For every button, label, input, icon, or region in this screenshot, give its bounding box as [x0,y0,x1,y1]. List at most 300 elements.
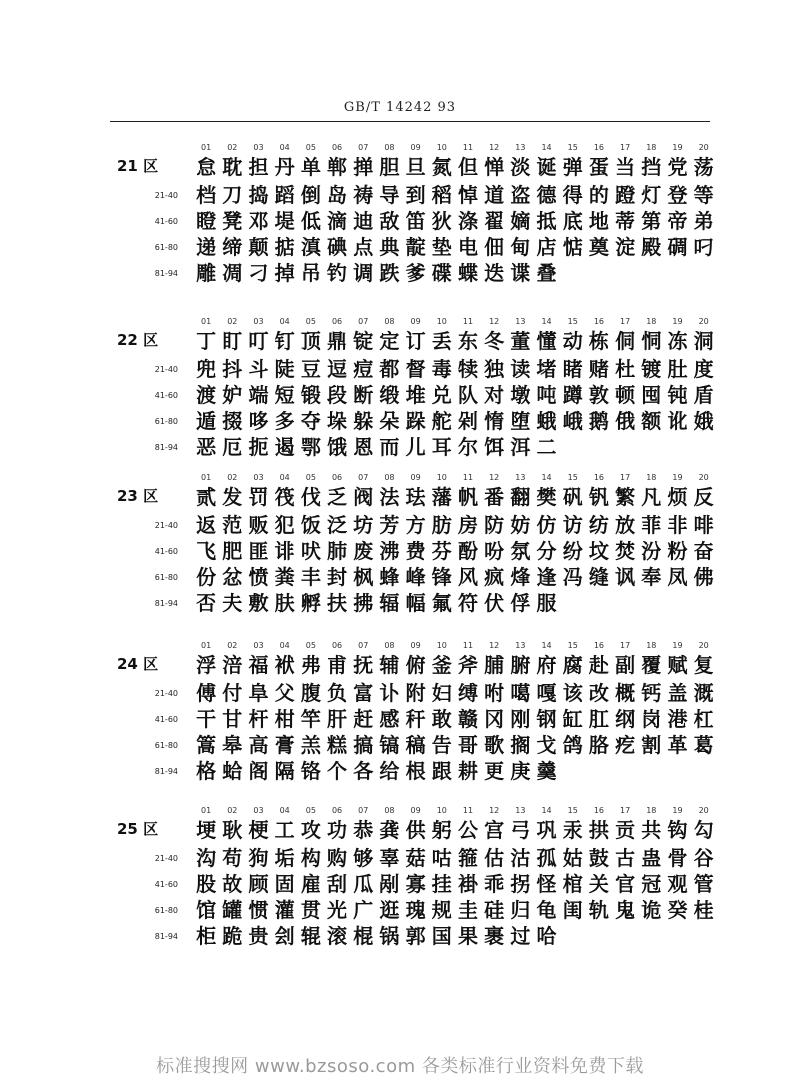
char-row [0,155,800,181]
row-range: 81-94 [154,443,178,452]
hanzi-char: 钒 [588,485,609,509]
hanzi-char: 惯 [248,898,269,922]
hanzi-char: 费 [405,539,426,563]
hanzi-char: 孵 [300,591,321,615]
hanzi-char: 电 [457,235,478,259]
column-number: 15 [567,641,578,650]
hanzi-char: 功 [327,818,348,842]
column-number: 01 [201,143,212,152]
hanzi-char: 鸽 [562,733,583,757]
hanzi-char: 故 [222,872,243,896]
column-number: 07 [358,641,369,650]
column-number: 10 [436,317,447,326]
hanzi-char: 调 [353,261,374,285]
hanzi-char: 肪 [431,513,452,537]
hanzi-char: 吩 [484,539,505,563]
column-number: 18 [646,317,657,326]
hanzi-char: 耿 [222,818,243,842]
hanzi-char: 贩 [248,513,269,537]
hanzi-char: 瑰 [405,898,426,922]
hanzi-char: 甘 [222,707,243,731]
row-chars [193,155,717,179]
hanzi-char: 厄 [222,435,243,459]
hanzi-char: 嫡 [510,209,531,233]
hanzi-char: 蛾 [536,409,557,433]
hanzi-char: 访 [562,513,583,537]
row-chars [193,681,717,705]
hanzi-char: 服 [536,591,557,615]
hanzi-char: 官 [615,872,636,896]
hanzi-char: 覆 [641,653,662,677]
column-number: 18 [646,641,657,650]
hanzi-char: 硅 [484,898,505,922]
hanzi-char: 咕 [431,846,452,870]
hanzi-char: 罚 [248,485,269,509]
hanzi-char: 羹 [536,759,557,783]
hanzi-char: 防 [484,513,505,537]
hanzi-char: 笛 [405,209,426,233]
hanzi-char: 淀 [615,235,636,259]
hanzi-char: 蹈 [274,183,295,207]
column-number: 05 [305,641,316,650]
hanzi-char: 贰 [196,485,217,509]
hanzi-char: 港 [667,707,688,731]
hanzi-char: 胆 [379,155,400,179]
hanzi-char: 氮 [431,155,452,179]
hanzi-char: 分 [536,539,557,563]
column-number: 07 [358,143,369,152]
hanzi-char: 岛 [327,183,348,207]
char-row [0,733,800,759]
column-number: 20 [698,806,709,815]
hanzi-char: 豆 [300,357,321,381]
hanzi-char: 兜 [196,357,217,381]
column-number: 10 [436,473,447,482]
hanzi-char: 盾 [693,383,714,407]
hanzi-char: 贯 [300,898,321,922]
hanzi-char: 儿 [405,435,426,459]
hanzi-char: 冯 [562,565,583,589]
char-row [0,591,800,617]
hanzi-char: 到 [405,183,426,207]
hanzi-char: 掸 [353,155,374,179]
hanzi-char: 股 [196,872,217,896]
char-row [0,435,800,461]
hanzi-char: 负 [327,681,348,705]
hanzi-char: 桂 [693,898,714,922]
hanzi-char: 敷 [248,591,269,615]
hanzi-char: 肚 [667,357,688,381]
hanzi-char: 狄 [431,209,452,233]
column-number: 11 [462,641,474,650]
hanzi-char: 颠 [248,235,269,259]
hanzi-char: 氟 [431,591,452,615]
hanzi-char: 盖 [667,681,688,705]
hanzi-char: 挡 [641,155,662,179]
column-number: 15 [567,473,578,482]
hanzi-char: 袱 [274,653,295,677]
row-chars [193,383,717,407]
column-number: 17 [620,317,631,326]
hanzi-char: 酚 [457,539,478,563]
hanzi-char: 非 [667,513,688,537]
hanzi-char: 董 [510,329,531,353]
hanzi-char: 奉 [641,565,662,589]
char-row [0,707,800,733]
hanzi-char: 哥 [457,733,478,757]
hanzi-char: 藩 [431,485,452,509]
hanzi-char: 肥 [222,539,243,563]
hanzi-char: 锅 [379,924,400,948]
hanzi-char: 哈 [536,924,557,948]
hanzi-char: 东 [457,329,478,353]
hanzi-char: 端 [248,383,269,407]
hanzi-char: 遁 [196,409,217,433]
hanzi-char: 姑 [562,846,583,870]
hanzi-char: 更 [484,759,505,783]
row-range: 21-40 [154,689,178,698]
column-number: 04 [279,317,290,326]
hanzi-char: 钩 [667,818,688,842]
hanzi-char: 耳 [431,435,452,459]
column-number: 04 [279,473,290,482]
column-number: 07 [358,806,369,815]
hanzi-char: 躬 [431,818,452,842]
hanzi-char: 雕 [196,261,217,285]
hanzi-char: 乏 [327,485,348,509]
hanzi-char: 泛 [327,513,348,537]
hanzi-char: 峰 [405,565,426,589]
hanzi-char: 反 [693,485,714,509]
hanzi-char: 轨 [588,898,609,922]
hanzi-char: 割 [641,733,662,757]
char-row [0,409,800,435]
hanzi-char: 拐 [510,872,531,896]
column-number: 13 [515,143,526,152]
row-chars [193,653,717,677]
column-number: 02 [227,806,238,815]
row-range: 61-80 [154,417,178,426]
hanzi-char: 蛋 [588,155,609,179]
hanzi-char: 梗 [248,818,269,842]
hanzi-char: 订 [405,329,426,353]
hanzi-char: 掉 [274,261,295,285]
hanzi-char: 档 [196,183,217,207]
column-number: 07 [358,317,369,326]
hanzi-char: 恶 [196,435,217,459]
hanzi-char: 恫 [641,329,662,353]
hanzi-char: 贵 [248,924,269,948]
hanzi-char: 舵 [431,409,452,433]
hanzi-char: 当 [615,155,636,179]
hanzi-char: 痘 [353,357,374,381]
column-number: 16 [593,143,604,152]
hanzi-char: 宫 [484,818,505,842]
hanzi-char: 否 [196,591,217,615]
hanzi-char: 坊 [353,513,374,537]
char-row [0,183,800,209]
hanzi-char: 矾 [562,485,583,509]
hanzi-char: 工 [274,818,295,842]
hanzi-char: 洱 [510,435,531,459]
hanzi-char: 恭 [353,818,374,842]
hanzi-char: 孤 [536,846,557,870]
hanzi-char: 刽 [274,924,295,948]
hanzi-char: 栋 [588,329,609,353]
hanzi-char: 诡 [641,898,662,922]
column-number: 07 [358,473,369,482]
row-chars [193,846,717,870]
hanzi-char: 鬼 [615,898,636,922]
char-row [0,235,800,261]
row-chars [193,818,717,842]
column-number: 05 [305,473,316,482]
column-number: 14 [541,473,552,482]
column-number: 11 [462,806,474,815]
char-row [0,261,800,287]
zone-label: 21 区 [117,157,159,175]
hanzi-char: 迪 [353,209,374,233]
hanzi-char: 倒 [300,183,321,207]
hanzi-char: 格 [196,759,217,783]
column-number: 10 [436,806,447,815]
hanzi-char: 丁 [196,329,217,353]
hanzi-char: 洞 [693,329,714,353]
hanzi-char: 狗 [248,846,269,870]
row-chars [193,183,717,207]
hanzi-char: 疙 [615,733,636,757]
hanzi-char: 苟 [222,846,243,870]
column-number: 04 [279,641,290,650]
hanzi-char: 堆 [405,383,426,407]
hanzi-char: 多 [274,409,295,433]
hanzi-char: 堕 [510,409,531,433]
hanzi-char: 荡 [693,155,714,179]
hanzi-char: 郸 [327,155,348,179]
hanzi-char: 对 [484,383,505,407]
hanzi-char: 革 [667,733,688,757]
hanzi-char: 法 [379,485,400,509]
row-range: 41-60 [154,715,178,724]
column-number: 11 [462,473,474,482]
hanzi-char: 敦 [588,383,609,407]
column-number: 09 [410,641,421,650]
hanzi-char: 过 [510,924,531,948]
hanzi-char: 奠 [588,235,609,259]
column-number: 02 [227,317,238,326]
hanzi-char: 菇 [405,846,426,870]
hanzi-char: 管 [693,872,714,896]
row-chars [193,513,717,537]
hanzi-char: 敢 [431,707,452,731]
hanzi-char: 伏 [484,591,505,615]
hanzi-char: 逢 [536,565,557,589]
hanzi-char: 刮 [327,872,348,896]
hanzi-char: 地 [588,209,609,233]
hanzi-char: 汾 [641,539,662,563]
hanzi-char: 国 [431,924,452,948]
hanzi-char: 秆 [405,707,426,731]
hanzi-char: 弗 [300,653,321,677]
column-number: 09 [410,806,421,815]
column-number: 10 [436,143,447,152]
hanzi-char: 涤 [457,209,478,233]
hanzi-char: 吠 [300,539,321,563]
hanzi-char: 芬 [431,539,452,563]
header-rule [110,121,710,122]
hanzi-char: 抵 [536,209,557,233]
column-number: 20 [698,143,709,152]
hanzi-char: 俯 [405,653,426,677]
hanzi-char: 伐 [300,485,321,509]
hanzi-char: 封 [327,565,348,589]
hanzi-char: 褂 [457,872,478,896]
hanzi-char: 樊 [536,485,557,509]
hanzi-char: 惰 [484,409,505,433]
hanzi-char: 碟 [431,261,452,285]
hanzi-char: 二 [536,435,557,459]
row-chars [193,539,717,563]
hanzi-char: 匪 [248,539,269,563]
hanzi-char: 鼎 [327,329,348,353]
hanzi-char: 额 [641,409,662,433]
row-chars [193,357,717,381]
column-number: 06 [331,473,343,482]
hanzi-char: 瞪 [196,209,217,233]
hanzi-char: 凳 [222,209,243,233]
hanzi-char: 德 [536,183,557,207]
hanzi-char: 副 [615,653,636,677]
row-range: 21-40 [154,365,178,374]
column-number: 09 [410,143,421,152]
hanzi-char: 粉 [667,539,688,563]
hanzi-char: 丹 [274,155,295,179]
column-number: 01 [201,641,212,650]
hanzi-char: 谷 [693,846,714,870]
hanzi-char: 膏 [274,733,295,757]
hanzi-char: 典 [379,235,400,259]
column-number: 06 [331,143,343,152]
hanzi-char: 夫 [222,591,243,615]
hanzi-char: 断 [353,383,374,407]
hanzi-char: 放 [615,513,636,537]
hanzi-char: 翻 [510,485,531,509]
hanzi-char: 涪 [222,653,243,677]
hanzi-char: 溉 [693,681,714,705]
hanzi-char: 鄂 [300,435,321,459]
hanzi-char: 渡 [196,383,217,407]
hanzi-char: 朵 [379,409,400,433]
hanzi-char: 峨 [562,409,583,433]
char-row [0,329,800,355]
hanzi-char: 鼓 [588,846,609,870]
column-number: 12 [489,143,500,152]
hanzi-char: 钢 [536,707,557,731]
hanzi-char: 盯 [222,329,243,353]
hanzi-char: 腹 [300,681,321,705]
column-number: 08 [384,143,395,152]
hanzi-char: 粪 [274,565,295,589]
hanzi-char: 弓 [510,818,531,842]
hanzi-char: 顾 [248,872,269,896]
column-number: 14 [541,806,552,815]
hanzi-char: 傅 [196,681,217,705]
column-number: 14 [541,641,552,650]
column-number: 15 [567,806,578,815]
hanzi-char: 概 [615,681,636,705]
hanzi-char: 篙 [196,733,217,757]
row-chars [193,924,560,948]
row-range: 21-40 [154,521,178,530]
hanzi-char: 浮 [196,653,217,677]
hanzi-char: 菲 [641,513,662,537]
hanzi-char: 刚 [510,707,531,731]
column-numbers [193,641,717,653]
hanzi-char: 侗 [615,329,636,353]
hanzi-char: 脯 [484,653,505,677]
column-number: 11 [462,143,474,152]
row-range: 41-60 [154,880,178,889]
hanzi-char: 锋 [431,565,452,589]
hanzi-char: 底 [562,209,583,233]
hanzi-char: 赶 [353,707,374,731]
row-range: 61-80 [154,741,178,750]
row-range: 21-40 [154,191,178,200]
hanzi-char: 噶 [510,681,531,705]
hanzi-char: 弟 [693,209,714,233]
row-chars [193,759,560,783]
hanzi-char: 但 [457,155,478,179]
hanzi-char: 棺 [562,872,583,896]
hanzi-char: 讣 [379,681,400,705]
hanzi-char: 岗 [641,707,662,731]
hanzi-char: 乖 [484,872,505,896]
hanzi-char: 单 [300,155,321,179]
hanzi-char: 烦 [667,485,688,509]
column-number: 08 [384,317,395,326]
column-number: 12 [489,641,500,650]
hanzi-char: 都 [379,357,400,381]
hanzi-char: 咐 [484,681,505,705]
hanzi-char: 个 [327,759,348,783]
hanzi-char: 公 [457,818,478,842]
row-chars [193,565,717,589]
hanzi-char: 懂 [536,329,557,353]
hanzi-char: 铬 [300,759,321,783]
hanzi-char: 妒 [222,383,243,407]
hanzi-char: 钉 [274,329,295,353]
hanzi-char: 得 [562,183,583,207]
column-number: 08 [384,641,395,650]
column-number: 16 [593,806,604,815]
hanzi-char: 胳 [588,733,609,757]
hanzi-char: 队 [457,383,478,407]
column-number: 02 [227,143,238,152]
row-range: 61-80 [154,906,178,915]
hanzi-char: 挂 [431,872,452,896]
hanzi-char: 佛 [693,565,714,589]
hanzi-char: 辐 [379,591,400,615]
hanzi-char: 归 [510,898,531,922]
hanzi-char: 甫 [327,653,348,677]
hanzi-char: 改 [588,681,609,705]
hanzi-char: 拂 [353,591,374,615]
hanzi-char: 锻 [300,383,321,407]
hanzi-char: 高 [248,733,269,757]
hanzi-char: 柑 [274,707,295,731]
hanzi-char: 辅 [379,653,400,677]
hanzi-char: 柜 [196,924,217,948]
